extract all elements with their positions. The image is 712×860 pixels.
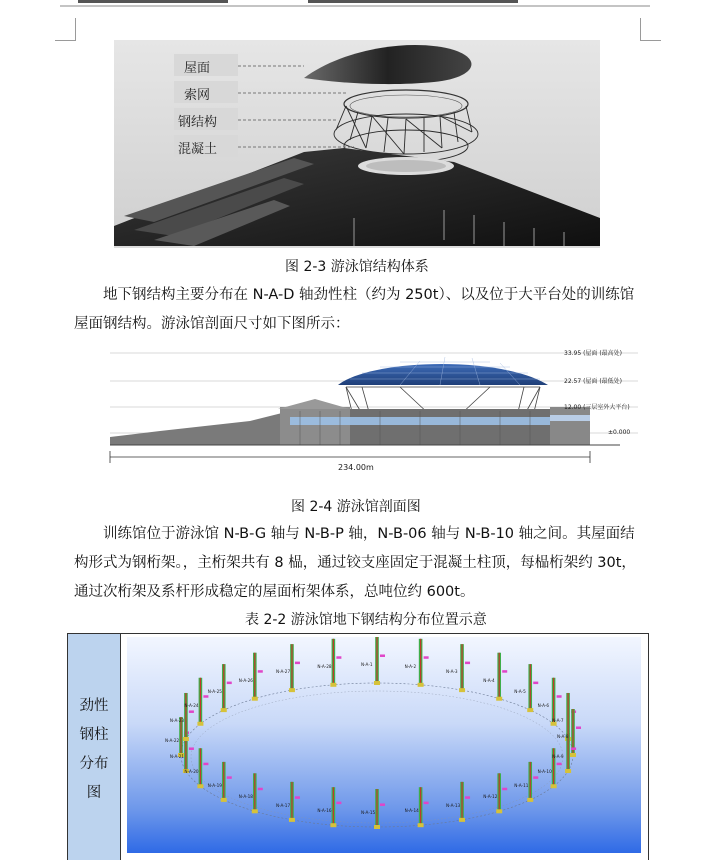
steel-column <box>221 762 232 802</box>
column-axis-label: N-A-24 <box>184 703 199 709</box>
steel-column <box>252 653 263 701</box>
column-axis-label: N-A-16 <box>317 808 332 814</box>
column-axis-label: N-A-1 <box>361 662 373 668</box>
column-axis-label: N-A-12 <box>483 794 498 800</box>
steel-column <box>418 639 429 687</box>
page-header-fragment <box>0 0 712 8</box>
elevation-platform: 12.00 (三层室外大平台) <box>564 404 630 411</box>
steel-column <box>289 782 300 822</box>
figure-structure-system <box>114 40 600 248</box>
row-label-line: 钢柱 <box>79 727 109 743</box>
steel-column <box>197 748 208 788</box>
steel-column <box>374 637 385 685</box>
paragraph-underground-steel: 地下钢结构主要分布在 N-A-D 轴劲性柱（约为 250t）、以及位于大平台处的训练馆屋面钢结构。游泳馆剖面尺寸如下图所示： <box>74 287 635 332</box>
column-axis-label: N-A-10 <box>537 769 552 775</box>
column-axis-label: N-A-27 <box>275 669 291 675</box>
table-2-2-caption: 表 2-2 游泳馆地下钢结构分布位置示意 <box>245 612 487 628</box>
table-image-cell <box>121 634 648 860</box>
figure-2-3-caption: 图 2-3 游泳馆结构体系 <box>285 259 429 275</box>
section-drawing-image <box>100 345 640 480</box>
column-axis-label: N-A-17 <box>275 802 291 808</box>
column-axis-label: N-A-23 <box>169 718 185 724</box>
column-axis-label: N-A-9 <box>552 753 564 759</box>
label-cable-net: 索网 <box>184 88 211 103</box>
label-roof: 屋面 <box>184 61 211 76</box>
steel-column <box>197 678 208 726</box>
column-axis-label: N-A-14 <box>404 808 419 814</box>
label-steel-structure: 钢结构 <box>178 115 218 130</box>
elevation-ground: ±0.000 <box>608 429 631 436</box>
steel-column <box>330 639 341 687</box>
elevation-roof-highest: 33.95 (屋面 (最高处) <box>564 350 623 357</box>
column-axis-label: N-A-18 <box>238 794 253 800</box>
column-ring-diagram <box>127 637 641 853</box>
steel-column <box>496 773 507 813</box>
paragraph-training-hall: 训练馆位于游泳馆 N-B-G 轴与 N-B-P 轴，N-B-06 轴与 N-B-10 轴之间。其屋面结构形式为钢桁架。，主桁架共有 8 榀，通过铰支座固定于混凝土柱顶，每榀桁架约 30t，通过次桁架及系杆形成稳定的屋面桁架体系，总吨位约 600t。 <box>74 526 636 600</box>
steel-column <box>252 773 263 813</box>
steel-column <box>527 762 538 802</box>
column-axis-label: N-A-3 <box>446 669 458 675</box>
column-axis-label: N-A-4 <box>483 678 495 683</box>
page-corner-mark-right <box>640 18 661 41</box>
steel-column <box>289 644 300 692</box>
table-row-label <box>68 692 120 808</box>
column-axis-label: N-A-15 <box>361 809 376 815</box>
column-axis-label: N-A-22 <box>165 737 180 743</box>
column-axis-label: N-A-2 <box>404 664 417 670</box>
row-label-line: 劲性 <box>79 698 109 714</box>
elevation-roof-lowest: 22.57 (屋面 (最低处) <box>564 378 623 385</box>
steel-column <box>330 787 341 827</box>
column-axis-label: N-A-5 <box>514 689 526 695</box>
label-concrete: 混凝土 <box>178 142 218 157</box>
steel-column <box>527 664 538 712</box>
column-axis-label: N-A-6 <box>537 703 550 709</box>
table-row-label-cell <box>68 634 121 860</box>
dimension-length: 234.00m <box>338 463 374 472</box>
column-axis-label: N-A-26 <box>238 678 253 683</box>
steel-column <box>459 644 470 692</box>
column-axis-label: N-A-13 <box>446 802 461 808</box>
column-axis-label: N-A-19 <box>207 782 222 788</box>
column-layout-render <box>127 637 641 853</box>
figure-section-drawing <box>100 345 640 480</box>
column-axis-label: N-A-8 <box>557 734 569 740</box>
row-label-line: 分布 <box>79 756 109 772</box>
steel-column <box>221 664 232 712</box>
column-axis-label: N-A-25 <box>207 689 222 695</box>
figure-2-4-caption: 图 2-4 游泳馆剖面图 <box>291 499 421 515</box>
steel-column <box>418 787 429 827</box>
row-label-line: 图 <box>86 785 102 801</box>
column-axis-label: N-A-7 <box>552 718 564 724</box>
table-steel-column-distribution <box>67 633 649 860</box>
page-corner-mark-left <box>55 18 76 41</box>
column-axis-label: N-A-11 <box>514 782 529 788</box>
steel-column <box>496 653 507 701</box>
column-axis-label: N-A-21 <box>169 753 185 759</box>
column-axis-label: N-A-20 <box>184 769 199 775</box>
column-axis-label: N-A-28 <box>317 664 332 670</box>
steel-column <box>459 782 470 822</box>
